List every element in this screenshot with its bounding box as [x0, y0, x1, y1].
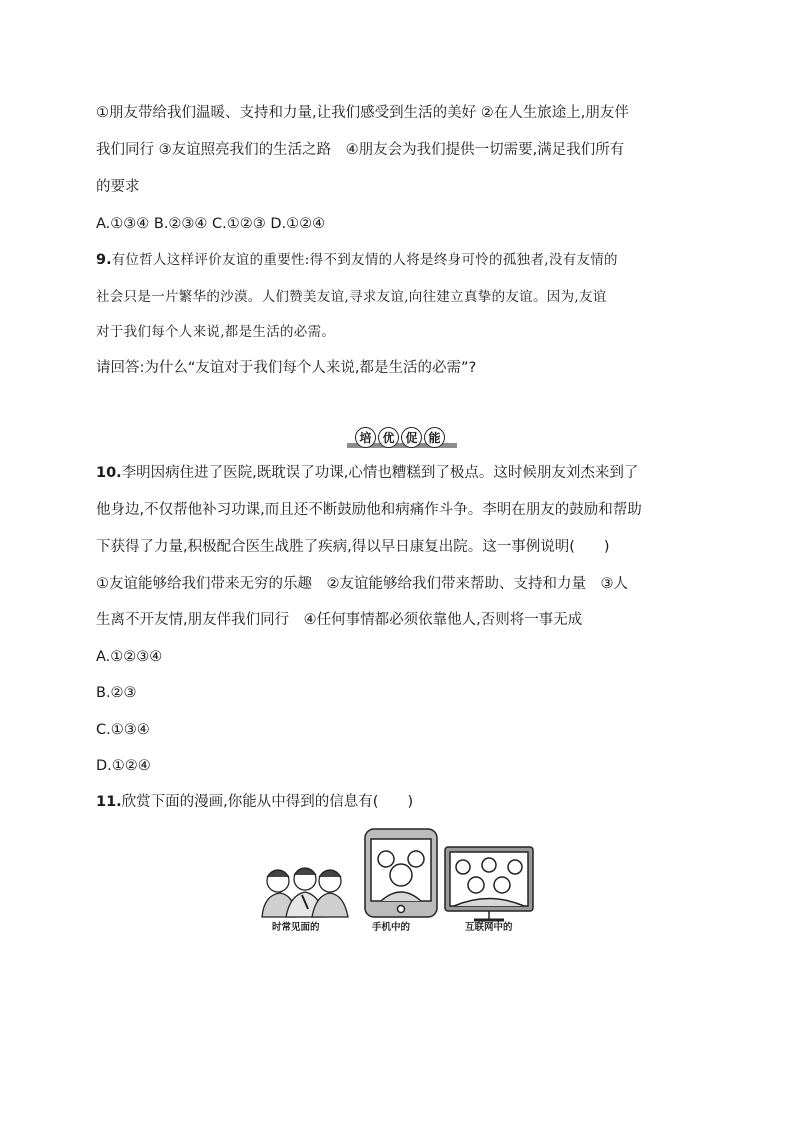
q8-options: A.①③④ B.②③④ C.①②③ D.①②④	[96, 216, 326, 232]
q9-text-line-3: 对于我们每个人来说,都是生活的必需。	[96, 324, 336, 340]
q11-text: 欣赏下面的漫画,你能从中得到的信息有( )	[121, 794, 414, 810]
q8-statement-line-3: 的要求	[96, 179, 140, 195]
banner-char-1: 培	[355, 427, 376, 448]
q8-statement-line-2: 我们同行 ③友谊照亮我们的生活之路 ④朋友会为我们提供一切需要,满足我们所有	[96, 142, 625, 158]
q9-number: 9.	[96, 252, 112, 268]
section-banner	[347, 427, 457, 453]
q10-statements-line-1: ①友谊能够给我们带来无穷的乐趣 ②友谊能够给我们带来帮助、支持和力量 ③人	[96, 576, 628, 592]
q9-text-line-1: 有位哲人这样评价友谊的重要性:得不到友情的人将是终身可怜的孤独者,没有友情的	[111, 252, 618, 268]
q10-option-c: C.①③④	[96, 722, 150, 738]
q10-option-a: A.①②③④	[96, 649, 163, 665]
caption-phone: 手机中的	[372, 922, 411, 933]
q10-number: 10.	[96, 465, 122, 481]
phone-illustration	[365, 829, 437, 917]
q10-text-line-2: 他身边,不仅帮他补习功课,而且还不断鼓励他和病痛作斗争。李明在朋友的鼓励和帮助	[96, 502, 642, 518]
q10-text-line-3: 下获得了力量,积极配合医生战胜了疾病,得以早日康复出院。这一事例说明( )	[96, 539, 610, 555]
banner-char-4: 能	[424, 427, 445, 448]
banner-char-3: 促	[401, 427, 422, 448]
q8-statement-line-1: ①朋友带给我们温暖、支持和力量,让我们感受到生活的美好 ②在人生旅途上,朋友伴	[96, 105, 629, 121]
banner-char-2: 优	[378, 427, 399, 448]
q9-text-line-2: 社会只是一片繁华的沙漠。人们赞美友谊,寻求友谊,向往建立真挚的友谊。因为,友谊	[96, 289, 607, 305]
q10-option-d: D.①②④	[96, 758, 151, 774]
q9-prompt: 请回答:为什么“友谊对于我们每个人来说,都是生活的必需”?	[96, 360, 477, 376]
caption-face-to-face: 时常见面的	[272, 922, 320, 933]
q10-option-b: B.②③	[96, 685, 137, 701]
q11-number: 11.	[96, 794, 122, 810]
q10-statements-line-2: 生离不开友情,朋友伴我们同行 ④任何事情都必须依靠他人,否则将一事无成	[96, 612, 583, 628]
q10-text-line-1: 李明因病住进了医院,既耽误了功课,心情也糟糕到了极点。这时候朋友刘杰来到了	[121, 465, 639, 481]
caption-internet: 互联网中的	[465, 922, 513, 933]
friends-group-illustration	[262, 868, 348, 917]
monitor-illustration	[445, 847, 533, 920]
